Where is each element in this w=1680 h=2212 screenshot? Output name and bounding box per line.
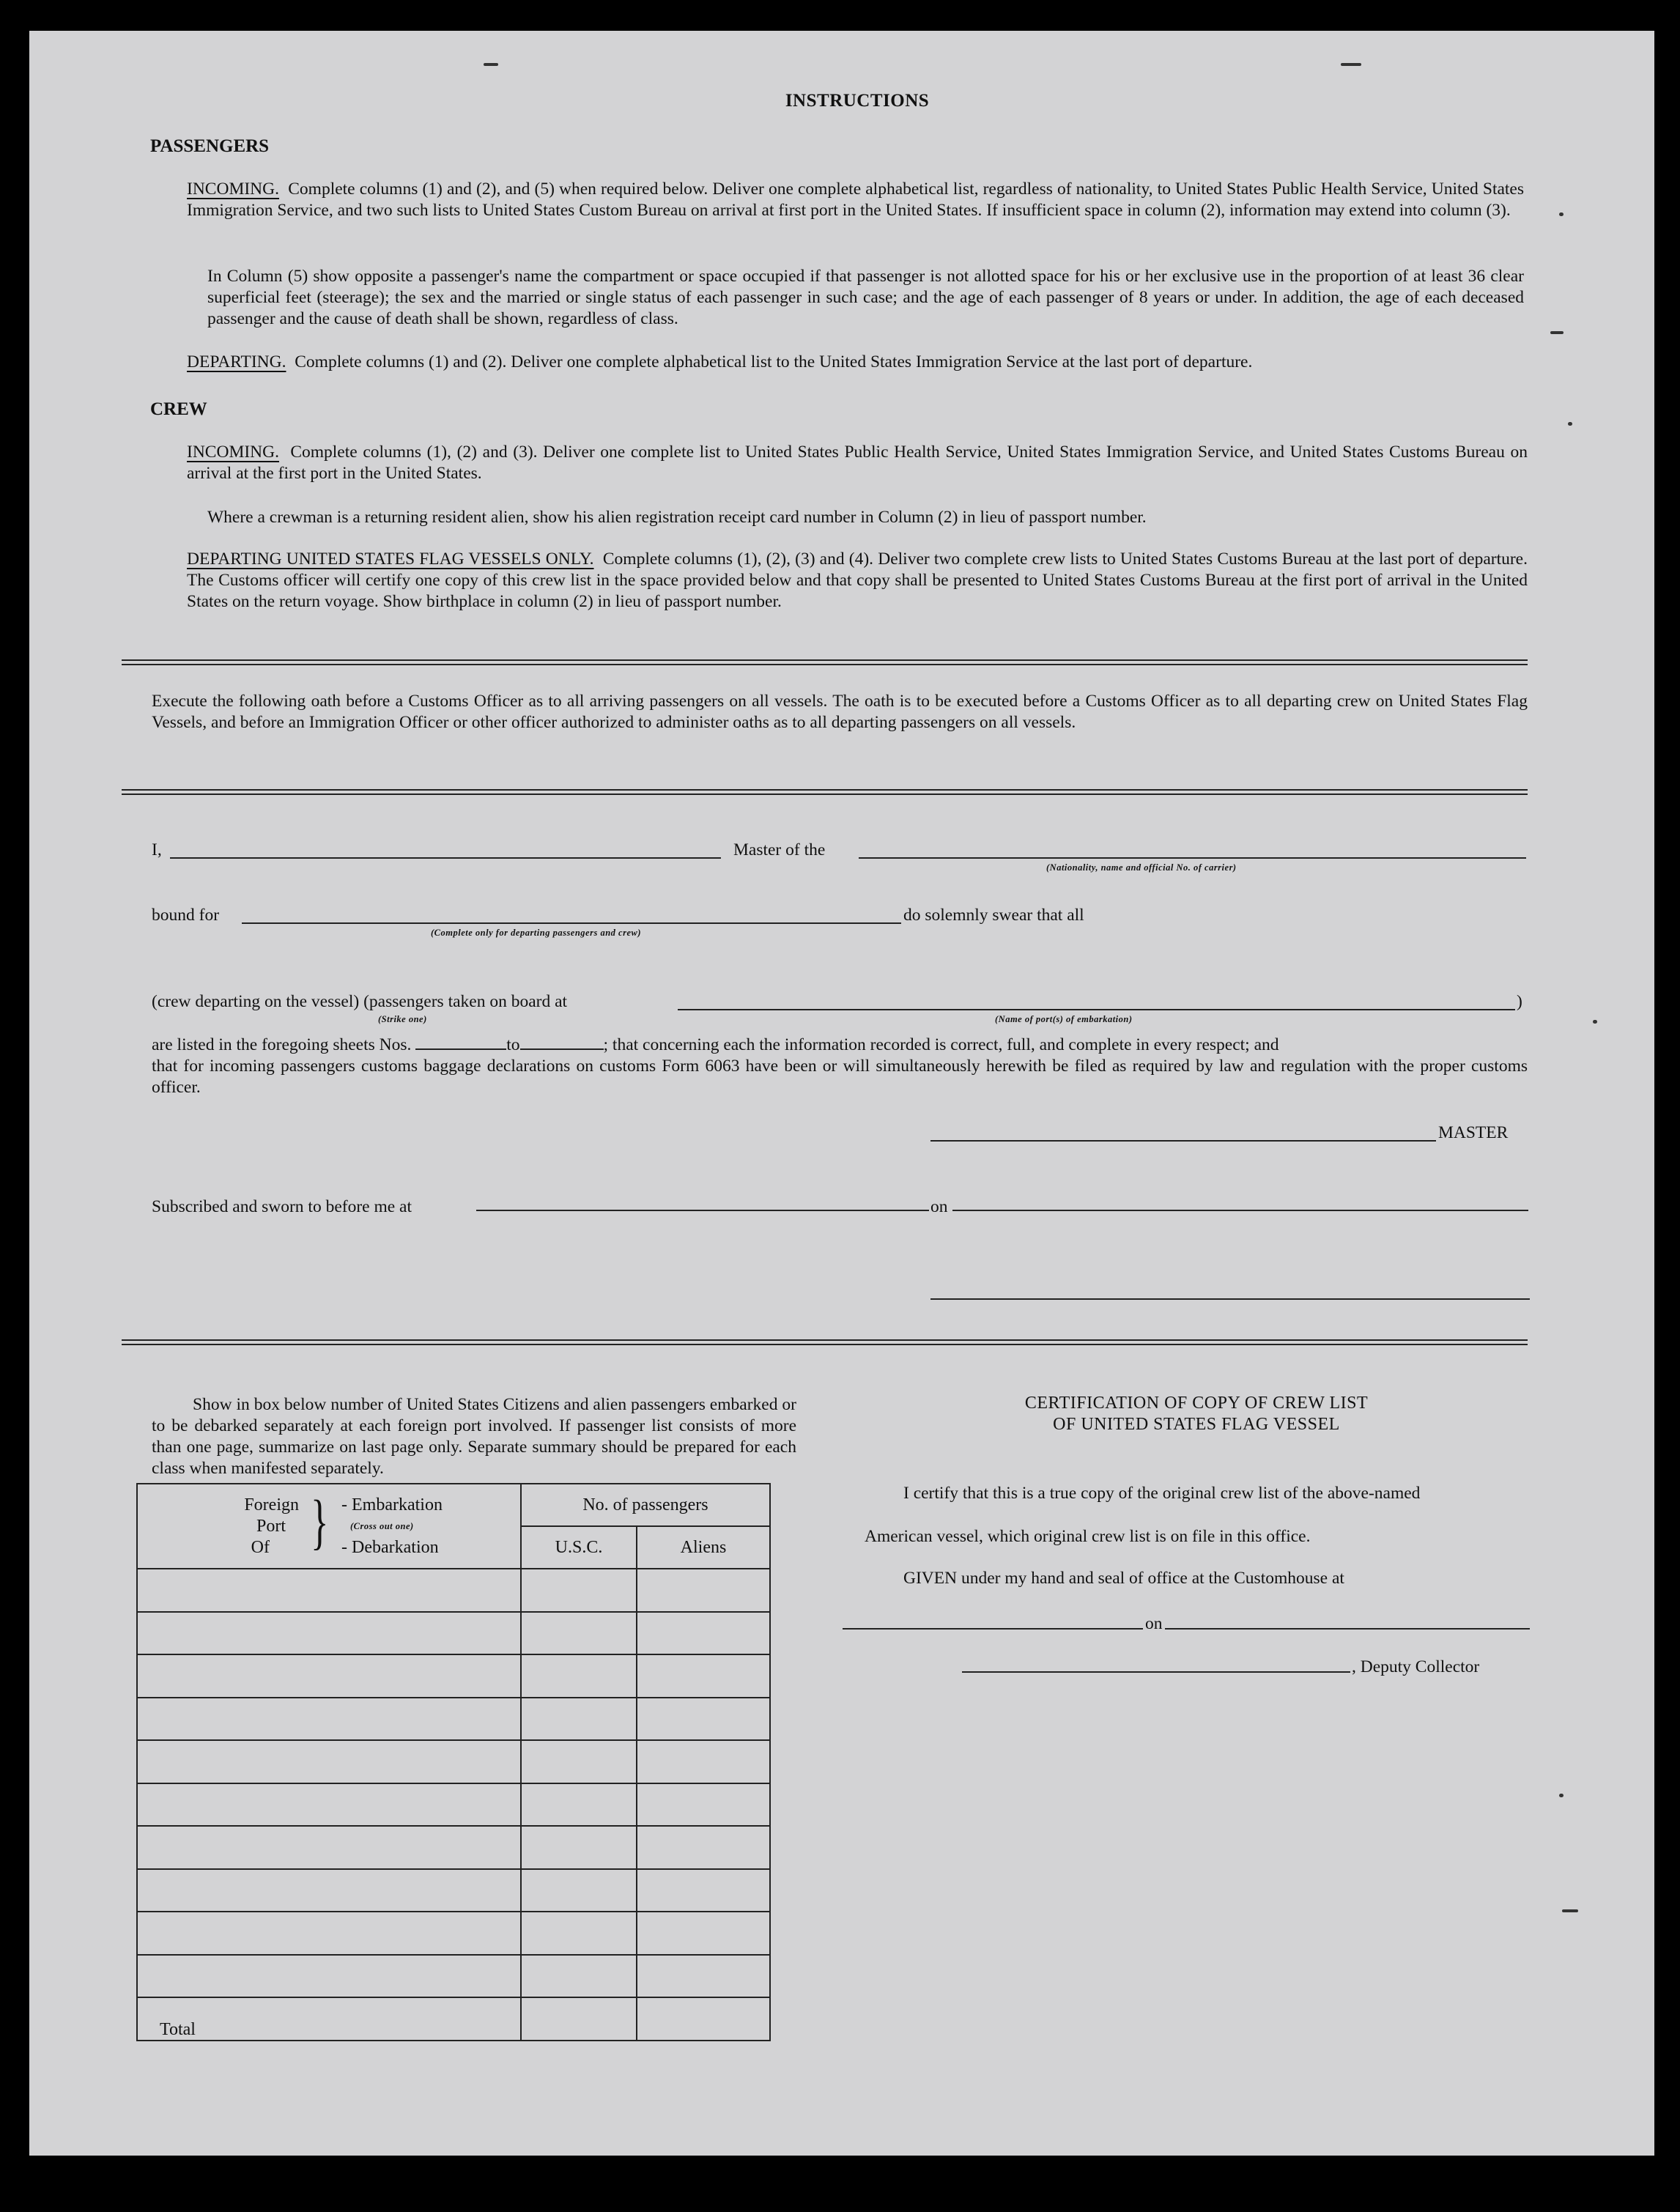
customhouse-field[interactable] <box>843 1628 1143 1630</box>
crew-incoming-paragraph <box>187 442 1528 484</box>
usc-cell[interactable] <box>521 1955 637 1998</box>
divider-3 <box>122 1339 1528 1345</box>
aliens-cell[interactable] <box>637 1654 770 1698</box>
usc-cell[interactable] <box>521 1654 637 1698</box>
port-cell[interactable] <box>137 1869 521 1912</box>
scan-speck <box>1593 1020 1597 1024</box>
usc-cell[interactable] <box>521 1698 637 1741</box>
port-cell[interactable] <box>137 1654 521 1698</box>
summary-row <box>137 1783 770 1827</box>
usc-cell[interactable] <box>521 1569 637 1612</box>
master-name-field[interactable] <box>170 857 721 859</box>
oath-i-label: I, <box>152 840 162 859</box>
aliens-cell[interactable] <box>637 1912 770 1955</box>
port-cell[interactable] <box>137 1569 521 1612</box>
bound-for-label: bound for <box>152 906 220 925</box>
usc-cell[interactable] <box>521 1740 637 1783</box>
ports-caption: (Name of port(s) of embarkation) <box>995 1014 1133 1024</box>
summary-row <box>137 1654 770 1698</box>
strike-one-caption: (Strike one) <box>378 1014 427 1024</box>
passenger-summary-table <box>136 1483 771 2041</box>
aliens-cell[interactable] <box>637 1869 770 1912</box>
passengers-departing-label: DEPARTING. <box>187 352 286 371</box>
passengers-incoming-text: Complete columns (1) and (2), and (5) when required below. Deliver one complete alphabetical list, regardless of nationality, to United States Public Health Service, United States Immigration Service, and two such lists to United States Custom Bureau on arrival at first port in the United States. If insufficient space in column (2), information may extend into column (3). <box>187 180 1525 220</box>
no-passengers-header: No. of passengers <box>521 1484 770 1526</box>
master-of-the-label: Master of the <box>733 840 826 859</box>
crew-heading: CREW <box>150 399 207 419</box>
crew-departing-paragraph <box>187 549 1528 613</box>
total-label: Total <box>137 1997 521 2041</box>
scan-speck <box>1568 422 1572 426</box>
aliens-cell[interactable] <box>637 1783 770 1827</box>
port-label: Port <box>256 1517 286 1536</box>
aliens-header: Aliens <box>637 1526 770 1569</box>
total-aliens-cell[interactable] <box>637 1997 770 2041</box>
passengers-column5-paragraph: In Column (5) show opposite a passenger's name the compartment or space occupied if that passenger is not allotted space for his or her exclusive use in the proportion of at least 36 clear superficial feet (steerage); the sex and the married or single status of each passenger in such case; and the age of each passenger of 8 years or under. In addition, the age of each deceased passenger and the cause of death shall be shown, regardless of class. <box>207 267 1524 328</box>
of-label: Of <box>251 1538 270 1557</box>
brace-icon: } <box>311 1488 329 1556</box>
summary-row <box>137 1912 770 1955</box>
passengers-departing-text: Complete columns (1) and (2). Deliver one complete alphabetical list to the United States Immigration Service at the last port of departure. <box>295 352 1253 371</box>
total-usc-cell[interactable] <box>521 1997 637 2041</box>
aliens-cell[interactable] <box>637 1740 770 1783</box>
scan-speck <box>484 63 498 66</box>
page-title: INSTRUCTIONS <box>785 91 930 111</box>
scan-speck <box>1562 1909 1578 1912</box>
summary-row <box>137 1612 770 1655</box>
summary-row <box>137 1698 770 1741</box>
crew-departing-label: DEPARTING UNITED STATES FLAG VESSELS ONLY. <box>187 550 594 569</box>
oath-instructions: Execute the following oath before a Customs Officer as to all arriving passengers on all vessels. The oath is to be executed before a Customs Officer as to all departing crew on United States Flag Vessels, and before an Immigration Officer or other officer authorized to administer oaths as to all departing passengers on all vessels. <box>152 692 1528 732</box>
aliens-cell[interactable] <box>637 1955 770 1998</box>
passengers-heading: PASSENGERS <box>150 136 270 156</box>
sheet-to-field[interactable] <box>520 1035 604 1050</box>
aliens-cell[interactable] <box>637 1569 770 1612</box>
summary-row <box>137 1955 770 1998</box>
scan-speck <box>1550 331 1564 334</box>
listed-line <box>152 1035 1528 1056</box>
given-line: GIVEN under my hand and seal of office at the Customhouse at <box>903 1569 1344 1588</box>
master-label: MASTER <box>1438 1123 1509 1142</box>
foreign-port-header <box>137 1484 521 1569</box>
crew-resident-paragraph: Where a crewman is a returning resident alien, show his alien registration receipt card number in Column (2) in lieu of passport number. <box>207 508 1147 527</box>
certification-date-field[interactable] <box>1165 1628 1530 1630</box>
master-signature-field[interactable] <box>930 1140 1436 1142</box>
crew-departing-label-line: (crew departing on the vessel) (passengers taken on board at <box>152 992 568 1011</box>
ports-embarkation-field[interactable] <box>678 1009 1515 1010</box>
certification-title <box>865 1393 1528 1435</box>
listed-b: ; that concerning each the information recorded is correct, full, and complete in every respect; and <box>603 1035 1279 1054</box>
usc-header: U.S.C. <box>521 1526 637 1569</box>
officer-signature-field[interactable] <box>930 1298 1530 1300</box>
aliens-cell[interactable] <box>637 1612 770 1655</box>
crew-departing-text: Complete columns (1), (2), (3) and (4). Deliver two complete crew lists to United States Customs Bureau at the last port of departure. The Customs officer will certify one copy of this crew list in the space provided below and that copy shall be presented to United States Customs Bureau at the first port of arrival in the United States on the return voyage. Show birthplace in column (2) in lieu of passport number. <box>187 550 1528 611</box>
port-cell[interactable] <box>137 1740 521 1783</box>
swear-label: do solemnly swear that all <box>903 906 1084 925</box>
deputy-signature-field[interactable] <box>962 1671 1350 1673</box>
close-paren: ) <box>1517 992 1522 1011</box>
port-cell[interactable] <box>137 1912 521 1955</box>
scan-speck <box>1559 1794 1564 1797</box>
port-cell[interactable] <box>137 1955 521 1998</box>
summary-total-row <box>137 1997 770 2041</box>
sheet-from-field[interactable] <box>415 1035 506 1050</box>
summary-row <box>137 1826 770 1869</box>
certify-line-a: I certify that this is a true copy of the original crew list of the above-named <box>903 1484 1421 1503</box>
usc-cell[interactable] <box>521 1826 637 1869</box>
summary-instructions: Show in box below number of United States Citizens and alien passengers embarked or to be debarked separately at each foreign port involved. If passenger list consists of more than one page, summarize on last page only. Separate summary should be prepared for each class when manifested separately. <box>152 1395 796 1478</box>
summary-row <box>137 1869 770 1912</box>
passengers-incoming-paragraph <box>187 179 1524 221</box>
carrier-field[interactable] <box>859 857 1526 859</box>
certify-line-b: American vessel, which original crew list is on file in this office. <box>865 1527 1311 1546</box>
bound-for-caption: (Complete only for departing passengers and crew) <box>431 928 641 938</box>
listed-a: are listed in the foregoing sheets Nos. <box>152 1035 412 1054</box>
subscribed-place-field[interactable] <box>476 1210 929 1211</box>
aliens-cell[interactable] <box>637 1826 770 1869</box>
crew-incoming-text: Complete columns (1), (2) and (3). Deliver one complete list to United States Public Health Service, United States Immigration Service, and United States Customs Bureau on arrival at the first port in the United States. <box>187 443 1528 483</box>
usc-cell[interactable] <box>521 1912 637 1955</box>
divider-2 <box>122 789 1528 795</box>
carrier-caption: (Nationality, name and official No. of carrier) <box>1046 862 1237 873</box>
usc-cell[interactable] <box>521 1869 637 1912</box>
debarkation-label: - Debarkation <box>341 1538 439 1557</box>
foreign-label: Foreign <box>244 1495 299 1514</box>
summary-body <box>137 1569 770 2041</box>
listed-c: that for incoming passengers customs baggage declarations on customs Form 6063 have been or will simultaneously herewith be filed as required by law and regulation with the proper customs officer. <box>152 1057 1528 1097</box>
aliens-cell[interactable] <box>637 1698 770 1741</box>
bound-for-field[interactable] <box>242 922 901 924</box>
passengers-incoming-label: INCOMING. <box>187 180 279 199</box>
summary-row <box>137 1740 770 1783</box>
summary-row <box>137 1569 770 1612</box>
certification-title-line2: OF UNITED STATES FLAG VESSEL <box>1053 1415 1340 1434</box>
usc-cell[interactable] <box>521 1612 637 1655</box>
port-cell[interactable] <box>137 1783 521 1827</box>
subscribed-on-label: on <box>930 1197 948 1216</box>
cross-out-caption: (Cross out one) <box>350 1521 414 1531</box>
embarkation-label: - Embarkation <box>341 1495 443 1514</box>
port-cell[interactable] <box>137 1826 521 1869</box>
deputy-collector-label: , Deputy Collector <box>1352 1657 1480 1676</box>
divider-1 <box>122 659 1528 665</box>
subscribed-label: Subscribed and sworn to before me at <box>152 1197 412 1216</box>
crew-incoming-label: INCOMING. <box>187 443 279 462</box>
subscribed-date-field[interactable] <box>952 1210 1528 1211</box>
scan-speck <box>1559 212 1564 216</box>
certification-on-label: on <box>1145 1614 1163 1633</box>
port-cell[interactable] <box>137 1698 521 1741</box>
scan-speck <box>1341 63 1361 66</box>
listed-to: to <box>506 1035 520 1054</box>
usc-cell[interactable] <box>521 1783 637 1827</box>
port-cell[interactable] <box>137 1612 521 1655</box>
passengers-departing-paragraph <box>187 352 1528 373</box>
certification-title-line1: CERTIFICATION OF COPY OF CREW LIST <box>1024 1394 1369 1413</box>
